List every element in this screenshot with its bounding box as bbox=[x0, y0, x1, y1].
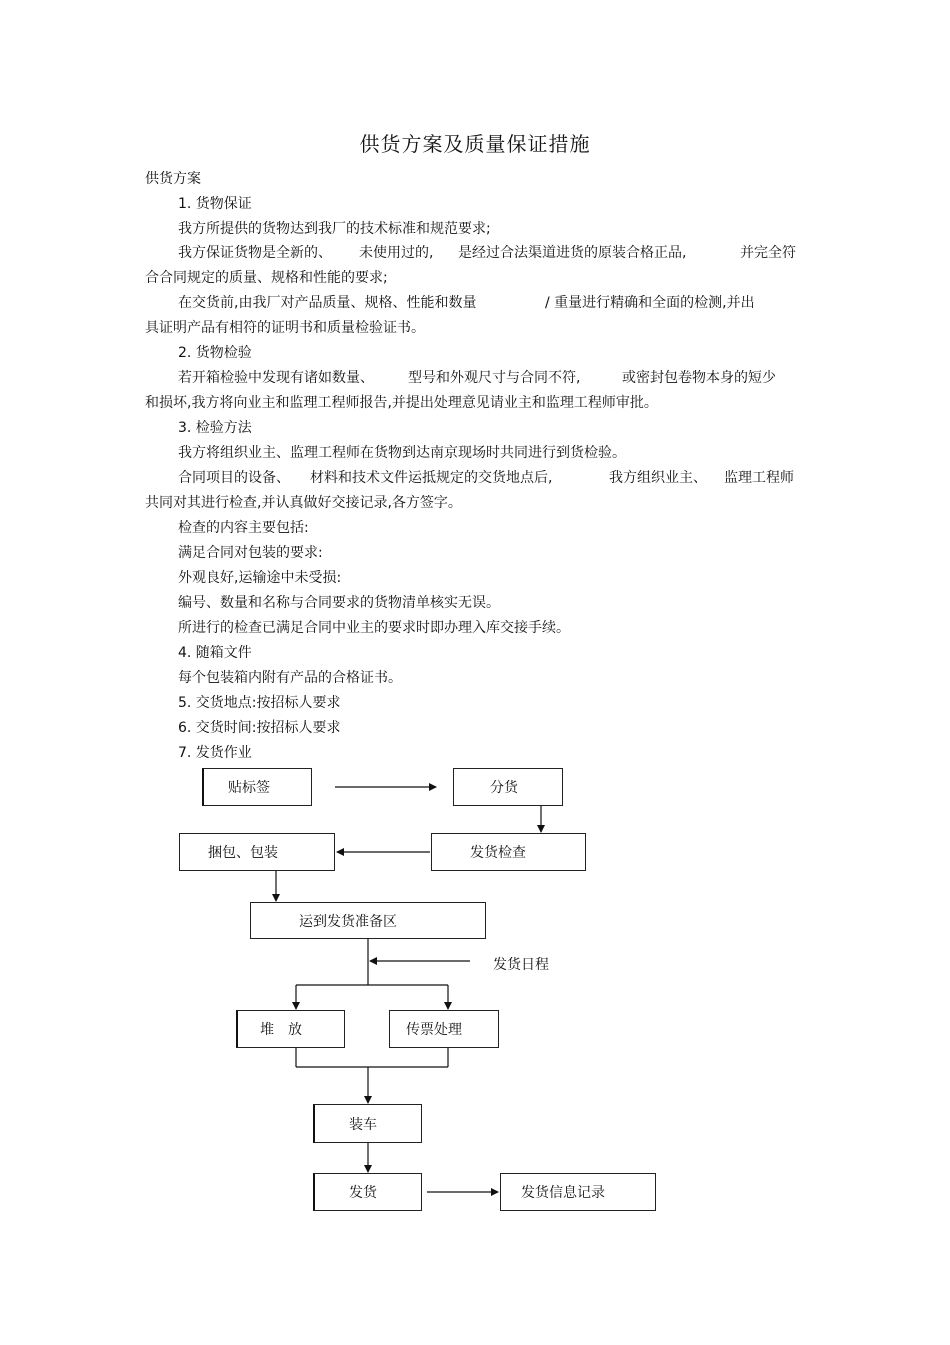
flow-label-shipping-schedule: 发货日程 bbox=[493, 957, 549, 973]
paragraph-line: 或密封包卷物本身的短少 bbox=[622, 370, 776, 386]
flow-box-label: 发货检查 bbox=[470, 845, 526, 861]
paragraph-line: 我方保证货物是全新的、 bbox=[178, 245, 332, 261]
flow-box-invoice-processing bbox=[389, 1010, 499, 1048]
heading-delivery-time: 6. 交货时间:按招标人要求 bbox=[178, 720, 341, 736]
section-heading: 供货方案 bbox=[145, 171, 201, 187]
paragraph-line: 若开箱检验中发现有诸如数量、 bbox=[178, 370, 374, 386]
paragraph-line: / 重量进行精确和全面的检测,并出 bbox=[545, 295, 755, 311]
paragraph-line: 未使用过的, bbox=[359, 245, 434, 261]
heading-delivery-place: 5. 交货地点:按招标人要求 bbox=[178, 695, 341, 711]
paragraph-line: 是经过合法渠道进货的原装合格正品, bbox=[458, 245, 687, 261]
paragraph-line: 编号、数量和名称与合同要求的货物清单核实无误。 bbox=[178, 595, 500, 611]
paragraph-line: 合同项目的设备、 bbox=[178, 470, 290, 486]
paragraph-line: 具证明产品有相符的证明书和质量检验证书。 bbox=[145, 320, 425, 336]
paragraph-line: 外观良好,运输途中未受损: bbox=[178, 570, 342, 586]
flow-box-shipping-check bbox=[431, 833, 586, 871]
heading-goods-guarantee: 1. 货物保证 bbox=[178, 196, 252, 212]
flow-box-label: 传票处理 bbox=[406, 1022, 462, 1038]
flow-box-loading bbox=[313, 1104, 422, 1143]
paragraph-line: 每个包装箱内附有产品的合格证书。 bbox=[178, 670, 402, 686]
paragraph-line: 检查的内容主要包括: bbox=[178, 520, 309, 536]
paragraph-line: 我方将组织业主、监理工程师在货物到达南京现场时共同进行到货检验。 bbox=[178, 445, 626, 461]
page-title: 供货方案及质量保证措施 bbox=[359, 132, 591, 156]
paragraph-line: 材料和技术文件运抵规定的交货地点后, bbox=[310, 470, 553, 486]
flow-box-label: 捆包、包装 bbox=[208, 845, 278, 861]
flow-box-stacking bbox=[236, 1010, 345, 1048]
paragraph-line: 所进行的检查已满足合同中业主的要求时即办理入库交接手续。 bbox=[178, 620, 570, 636]
flow-box-bundling-packing bbox=[179, 833, 335, 871]
flow-box-label: 运到发货准备区 bbox=[299, 913, 397, 930]
heading-goods-inspection: 2. 货物检验 bbox=[178, 345, 252, 361]
flow-box-label: 发货 bbox=[349, 1185, 377, 1201]
flow-box-label-tagging bbox=[202, 768, 312, 806]
heading-inspection-method: 3. 检验方法 bbox=[178, 420, 252, 436]
paragraph-line: 满足合同对包装的要求: bbox=[178, 545, 323, 561]
paragraph-line: 我方组织业主、 bbox=[609, 470, 707, 486]
paragraph-line: 监理工程师 bbox=[724, 470, 794, 486]
paragraph-line: 我方所提供的货物达到我厂的技术标准和规范要求; bbox=[178, 221, 491, 237]
flow-box-sorting bbox=[453, 768, 563, 806]
paragraph-line: 共同对其进行检查,并认真做好交接记录,各方签字。 bbox=[145, 495, 462, 511]
heading-shipping-operation: 7. 发货作业 bbox=[178, 745, 252, 761]
paragraph-line: 在交货前,由我厂对产品质量、规格、性能和数量 bbox=[178, 295, 477, 311]
flow-box-transport-staging bbox=[250, 902, 486, 939]
paragraph-line: 和损坏,我方将向业主和监理工程师报告,并提出处理意见请业主和监理工程师审批。 bbox=[145, 395, 658, 411]
flow-box-label: 分货 bbox=[490, 780, 518, 796]
paragraph-line: 并完全符 bbox=[740, 245, 796, 261]
flow-box-shipping-record bbox=[500, 1173, 656, 1211]
paragraph-line: 型号和外观尺寸与合同不符, bbox=[408, 370, 581, 386]
paragraph-line: 合合同规定的质量、规格和性能的要求; bbox=[145, 270, 388, 286]
heading-packing-docs: 4. 随箱文件 bbox=[178, 645, 252, 661]
flow-box-label: 贴标签 bbox=[228, 780, 270, 796]
flow-box-shipping bbox=[313, 1173, 422, 1211]
flow-box-label: 发货信息记录 bbox=[521, 1185, 605, 1201]
flow-box-label: 堆 放 bbox=[260, 1022, 302, 1038]
flow-box-label: 装车 bbox=[349, 1116, 377, 1133]
